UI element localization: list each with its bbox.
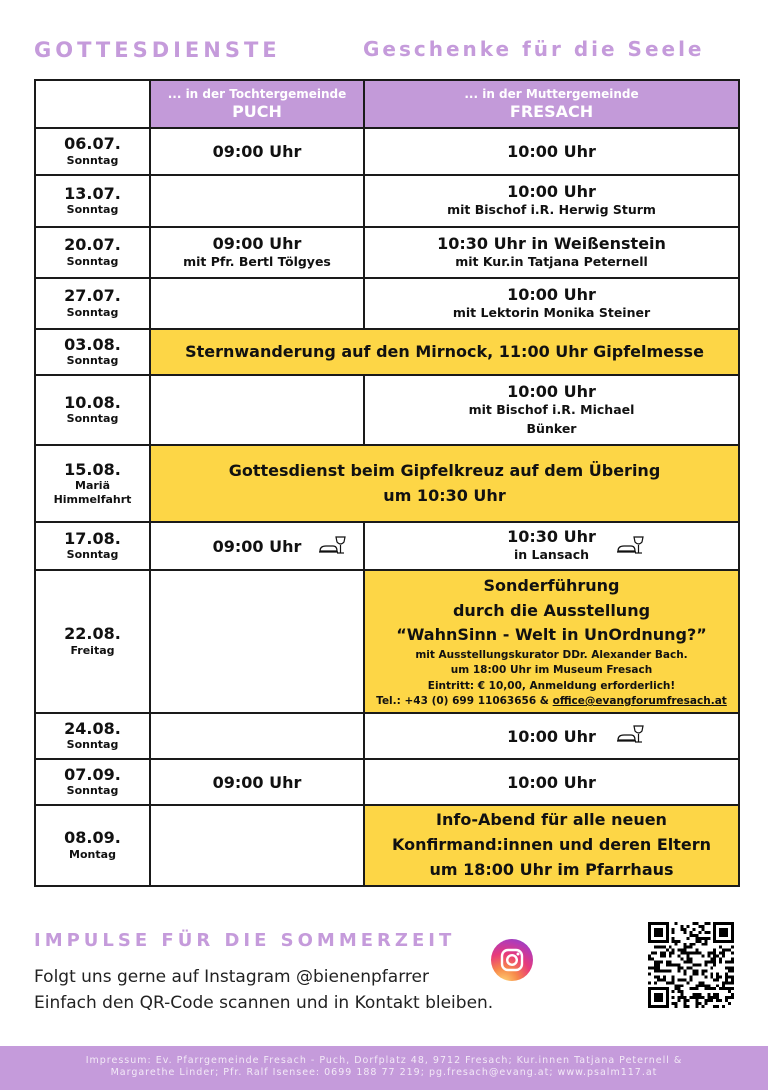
info-line: Info-Abend für alle neuen xyxy=(436,810,667,830)
column-header-puch xyxy=(150,80,364,128)
date: 03.08. xyxy=(64,334,121,354)
date-cell xyxy=(35,805,150,886)
instagram-line: Folgt uns gerne auf Instagram @bienenpfarrer xyxy=(34,967,429,987)
fresach-time: 10:30 Uhr xyxy=(507,527,596,547)
table-row xyxy=(35,128,739,175)
weekday: Sonntag xyxy=(66,784,119,798)
fresach-note: mit Lektorin Monika Steiner xyxy=(452,304,651,320)
column-fresach-title: FRESACH xyxy=(509,101,594,121)
exhibition-title: “WahnSinn - Welt in UnOrdnung?” xyxy=(396,625,707,645)
table-row xyxy=(35,375,739,445)
puch-cell xyxy=(150,227,364,278)
date: 24.08. xyxy=(64,718,121,738)
exhibition-detail: Eintritt: € 10,00, Anmeldung erforderlich! xyxy=(427,679,676,692)
weekday: Sonntag xyxy=(66,203,119,217)
exhibition-detail: mit Ausstellungskurator DDr. Alexander Bach. xyxy=(415,649,688,662)
exhibition-line: durch die Ausstellung xyxy=(452,600,651,620)
puch-note: mit Pfr. Bertl Tölgyes xyxy=(183,253,331,269)
date-cell xyxy=(35,759,150,805)
puch-cell xyxy=(150,713,364,759)
date: 08.09. xyxy=(64,828,121,848)
event-banner-cell xyxy=(150,445,739,522)
empty-corner-cell xyxy=(35,80,150,128)
table-row xyxy=(35,227,739,278)
fresach-note: mit Bischof i.R. Michael xyxy=(468,401,635,417)
puch-cell xyxy=(150,278,364,329)
date-cell xyxy=(35,445,150,522)
date-cell xyxy=(35,570,150,713)
puch-time: 09:00 Uhr xyxy=(212,772,302,792)
weekday: Sonntag xyxy=(66,305,119,319)
contact-phone: Tel.: +43 (0) 699 11063656 & xyxy=(376,694,553,707)
fresach-cell xyxy=(364,128,739,175)
impulse-heading: IMPULSE FÜR DIE SOMMERZEIT xyxy=(34,930,456,951)
date-cell xyxy=(35,329,150,375)
column-puch-title: PUCH xyxy=(232,101,282,121)
puch-time: 09:00 Uhr xyxy=(212,233,302,253)
puch-cell xyxy=(150,759,364,805)
table-row xyxy=(35,713,739,759)
puch-time: 09:00 Uhr xyxy=(212,536,302,556)
event-banner: um 10:30 Uhr xyxy=(383,485,506,505)
date: 10.08. xyxy=(64,392,121,412)
fresach-cell xyxy=(364,278,739,329)
imprint-line: Margarethe Linder; Pfr. Ralf Isensee: 0699 188 77 219; pg.fresach@evang.at; www.psalm117.at xyxy=(110,1067,658,1079)
column-puch-sub: ... in der Tochtergemeinde xyxy=(167,87,347,102)
imprint-line: Impressum: Ev. Pfarrgemeinde Fresach - Puch, Dorfplatz 48, 9712 Fresach; Kur.innen Tatjana Peternell & xyxy=(85,1055,683,1066)
fresach-cell xyxy=(364,713,739,759)
weekday: Montag xyxy=(69,847,116,861)
date: 13.07. xyxy=(64,183,121,203)
date: 27.07. xyxy=(64,286,121,306)
exhibition-contact xyxy=(365,694,738,709)
fresach-time: 10:00 Uhr xyxy=(507,182,596,202)
qr-code[interactable] xyxy=(648,922,734,1008)
date: 06.07. xyxy=(64,134,121,154)
date-cell xyxy=(35,278,150,329)
event-banner: Gottesdienst beim Gipfelkreuz auf dem Übering xyxy=(228,460,661,480)
weekday: Sonntag xyxy=(66,354,119,368)
puch-cell xyxy=(150,128,364,175)
communion-icon xyxy=(615,724,645,748)
table-row xyxy=(35,522,739,570)
table-row xyxy=(35,329,739,375)
date: 22.08. xyxy=(64,624,121,644)
instagram-text xyxy=(34,965,493,1016)
schedule-table xyxy=(34,79,740,887)
fresach-note: mit Bischof i.R. Herwig Sturm xyxy=(447,202,656,218)
date-cell xyxy=(35,227,150,278)
fresach-time: 10:00 Uhr xyxy=(507,284,596,304)
fresach-note: mit Kur.in Tatjana Peternell xyxy=(455,253,648,269)
date-cell xyxy=(35,713,150,759)
date-cell xyxy=(35,522,150,570)
weekday: Sonntag xyxy=(66,738,119,752)
info-evening-cell xyxy=(364,805,739,886)
fresach-cell xyxy=(364,175,739,227)
table-row xyxy=(35,445,739,522)
fresach-cell xyxy=(364,522,739,570)
instagram-icon[interactable] xyxy=(491,939,533,981)
page-subtitle: Geschenke für die Seele xyxy=(363,37,705,61)
fresach-note: Bünker xyxy=(526,420,577,436)
puch-cell xyxy=(150,522,364,570)
column-fresach-sub: ... in der Muttergemeinde xyxy=(464,87,639,102)
communion-icon xyxy=(317,535,347,559)
table-row xyxy=(35,759,739,805)
communion-icon xyxy=(615,535,645,559)
event-banner-cell xyxy=(150,329,739,375)
fresach-time: 10:00 Uhr xyxy=(507,772,596,792)
table-row xyxy=(35,805,739,886)
date: 17.08. xyxy=(64,528,121,548)
table-row xyxy=(35,175,739,227)
fresach-time: 10:30 Uhr in Weißenstein xyxy=(437,233,666,253)
fresach-cell xyxy=(364,227,739,278)
table-row xyxy=(35,570,739,713)
puch-cell xyxy=(150,375,364,445)
puch-cell xyxy=(150,805,364,886)
weekday: Himmelfahrt xyxy=(53,492,132,506)
weekday: Sonntag xyxy=(66,412,119,426)
weekday: Sonntag xyxy=(66,548,119,562)
date: 20.07. xyxy=(64,235,121,255)
date-cell xyxy=(35,375,150,445)
weekday: Sonntag xyxy=(66,153,119,167)
date-cell xyxy=(35,175,150,227)
date: 15.08. xyxy=(64,459,121,479)
date: 07.09. xyxy=(64,764,121,784)
info-line: Konfirmand:innen und deren Eltern xyxy=(391,835,712,855)
weekday: Mariä xyxy=(75,478,110,492)
info-line: um 18:00 Uhr im Pfarrhaus xyxy=(429,859,674,879)
exhibition-line: Sonderführung xyxy=(483,575,620,595)
imprint-footer xyxy=(0,1046,768,1090)
date-cell xyxy=(35,128,150,175)
puch-time: 09:00 Uhr xyxy=(212,142,302,161)
column-header-fresach xyxy=(364,80,739,128)
fresach-cell xyxy=(364,375,739,445)
instagram-glyph xyxy=(491,939,533,981)
fresach-time: 10:00 Uhr xyxy=(507,726,596,746)
weekday: Sonntag xyxy=(66,254,119,268)
fresach-time: 10:00 Uhr xyxy=(507,142,596,161)
page-title: GOTTESDIENSTE xyxy=(34,38,281,62)
fresach-time: 10:00 Uhr xyxy=(507,381,596,401)
table-header-row xyxy=(35,80,739,128)
contact-email-link[interactable]: office@evangforumfresach.at xyxy=(552,694,727,707)
fresach-note: in Lansach xyxy=(513,547,590,563)
qr-line: Einfach den QR-Code scannen und in Kontakt bleiben. xyxy=(34,992,494,1013)
exhibition-detail: um 18:00 Uhr im Museum Fresach xyxy=(450,664,653,677)
exhibition-cell xyxy=(364,570,739,713)
event-banner: Sternwanderung auf den Mirnock, 11:00 Uhr Gipfelmesse xyxy=(185,341,704,361)
puch-cell xyxy=(150,570,364,713)
puch-cell xyxy=(150,175,364,227)
fresach-cell xyxy=(364,759,739,805)
weekday: Freitag xyxy=(70,643,115,657)
table-row xyxy=(35,278,739,329)
